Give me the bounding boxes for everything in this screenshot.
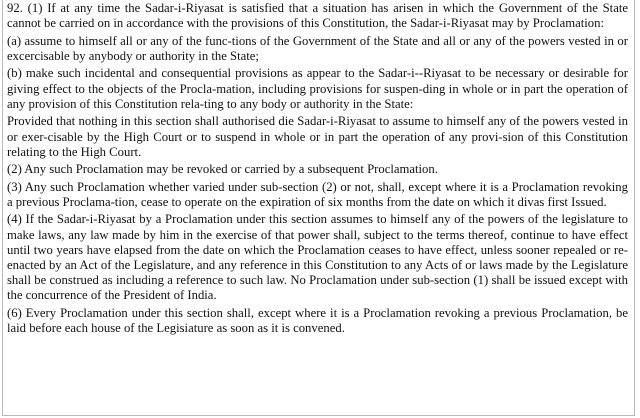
- sub-section-2: (2) Any such Proclamation may be revoked or carried by a subsequent Proclamation.: [7, 162, 438, 177]
- clause-b: (b) make such incidental and consequential provisions as appear to the Sadar-i--Riyasat to be necessary or desirable for giving effect to the objects of the Procla-mation, including provisions for suspen-ding in whole or in part the operation of any provision of this Constitution rela-ting to any body or authority in the State:: [7, 66, 628, 111]
- document-body: [7, 1, 628, 336]
- sub-section-4: (4) If the Sadar-i-Riyasat by a Proclamation under this section assumes to himself any of the powers of the legislature to make laws, any law made by him in the exercise of that power shall, subject to the terms thereof, continue to have effect until two years have elapsed from the date on which the Proclamation ceases to have effect, unless sooner repealed or re-enacted by an Act of the Legislature, and any reference in this Constitution to any Acts of or laws made by the Legislature shall be construed as including a reference to such law. No Proclamation under sub-section (1) shall be issued except with the concurrence of the President of India.: [7, 212, 628, 303]
- sub-section-6: (6) Every Proclamation under this section shall, except where it is a Proclamation revoking a previous Proclamation, be laid before each house of the Legisiature as soon as it is convened.: [7, 305, 628, 336]
- sub-section-3: (3) Any such Proclamation whether varied under sub-section (2) or not, shall, except where it is a Proclamation revoking a previous Proclama-tion, cease to operate on the expiration of six months from the date on which it divas first Issued.: [7, 179, 628, 209]
- clause-a: (a) assume to himself all or any of the func-tions of the Government of the State and all or any of the powers vested in or excercisable by anybody or authority in the State;: [7, 33, 628, 63]
- proviso: Provided that nothing in this section shall authorised die Sadar-i-Riyasat to assume to himself any of the powers vested in or exer-cisable by the High Court or to suspend in whole or in part the operation of any provi-sion of this Constitution relating to the High Court.: [7, 114, 628, 159]
- section-92-clause-1: 92. (1) If at any time the Sadar-i-Riyasat is satisfied that a situation has arisen in which the Government of the State cannot be carried on in accordance with the provisions of this Constitution, the Sadar-i-Riyasat may by Proclamation:: [7, 1, 628, 31]
